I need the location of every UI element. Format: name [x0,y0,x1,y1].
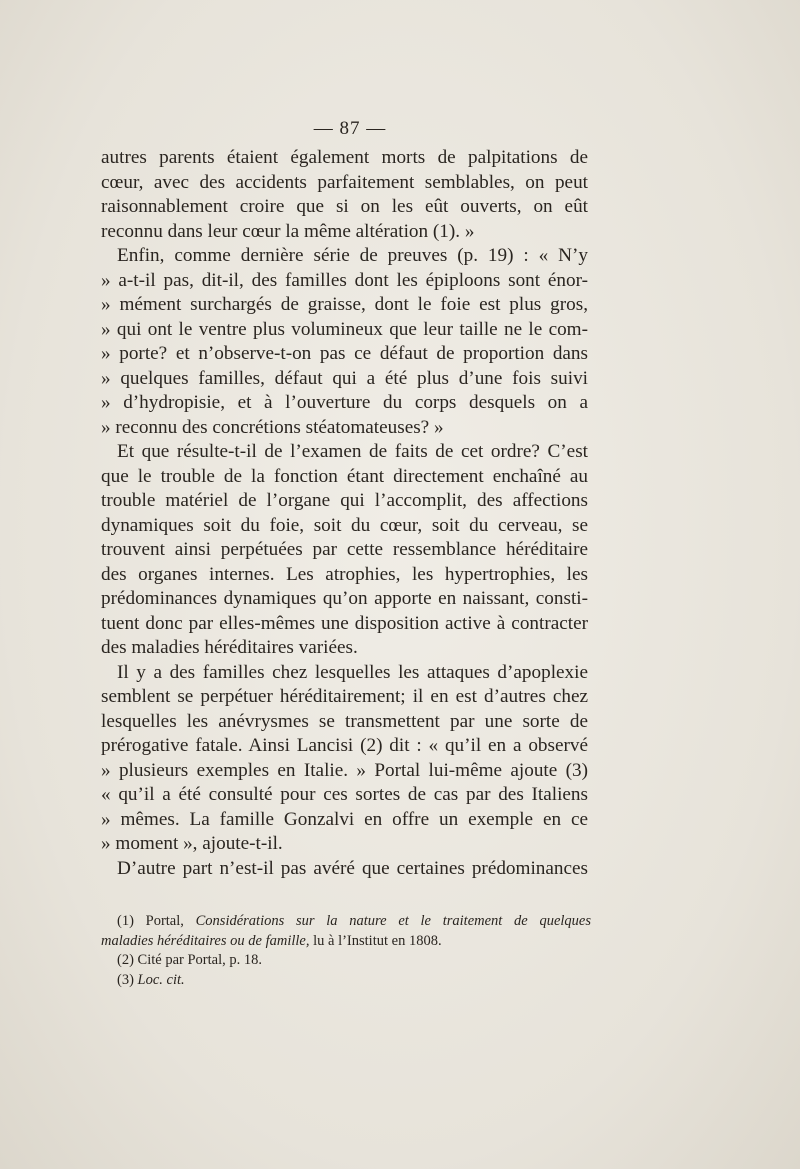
text-line: trouvent ainsi perpétuées par cette ressemblance héréditaire [101,539,588,560]
text-line: que le trouble de la fonction étant directement enchaîné au [101,465,588,487]
text-line: » a-t-il pas, dit-il, des familles dont les épiploons sont énor- [101,269,588,291]
footnote-1-author: (1) Portal, [117,913,196,929]
text-line: trouble matériel de l’organe qui l’accomplit, des affections [101,490,588,511]
footnote-3-number: (3) [117,971,138,988]
footnote-3 [101,971,591,991]
text-line: raisonnablement croire que si on les eût ouverts, on eût [101,196,588,217]
text-line: » d’hydropisie, et à l’ouverture du corps desquels on a [101,392,588,413]
text-line: » plusieurs exemples en Italie. » Portal lui-même ajoute (3) [101,759,588,781]
text-line: semblent se perpétuer héréditairement; il en est d’autres chez [101,686,588,707]
text-line: » quelques familles, défaut qui a été plus d’une fois suivi [101,367,588,389]
text-line: » moment », ajoute-t-il. [101,833,283,854]
text-line: tuent donc par elles-mêmes une disposition active à contracter [101,612,588,634]
text-line: » mément surchargés de graisse, dont le foie est plus gros, [101,294,588,315]
footnote-2: (2) Cité par Portal, p. 18. [117,952,262,968]
text-line: dynamiques soit du foie, soit du cœur, soit du cerveau, se [101,514,588,536]
text-line: des organes internes. Les atrophies, les hypertrophies, les [101,563,588,585]
text-line: lesquelles les anévrysmes se transmettent par une sorte de [101,710,588,732]
footnote-1-line-1 [101,912,591,932]
text-line: reconnu dans leur cœur la même altération (1). » [101,220,475,242]
footnote-1-title-cont: maladies héréditaires ou de famille, [101,932,310,949]
footnote-1-title: Considérations sur la nature et le traitement de quelques [195,913,592,929]
text-line: des maladies héréditaires variées. [101,637,358,658]
text-line: D’autre part n’est-il pas avéré que certaines prédominances [117,857,588,879]
text-line: « qu’il a été consulté pour ces sortes de cas par des Italiens [101,784,588,805]
text-line: » porte? et n’observe-t-on pas ce défaut de proportion dans [101,343,588,364]
page-number: — 87 — [313,118,387,139]
text-line: prérogative fatale. Ainsi Lancisi (2) dit : « qu’il en a observé [101,735,588,756]
footnote-3-ref: Loc. cit. [137,971,185,988]
text-line: » reconnu des concrétions stéatomateuses? » [101,416,444,438]
text-line: » qui ont le ventre plus volumineux que leur taille ne le com- [101,318,588,340]
text-line: Et que résulte-t-il de l’examen de faits de cet ordre? C’est [117,441,588,462]
text-line: autres parents étaient également morts de palpitations de [101,147,588,168]
footnote-1-line-2 [101,932,591,952]
text-line: » mêmes. La famille Gonzalvi en offre un exemple en ce [101,808,588,830]
text-line: Il y a des familles chez lesquelles les attaques d’apoplexie [117,661,588,683]
text-line: prédominances dynamiques qu’on apporte en naissant, consti- [101,588,588,609]
footnote-1-source: lu à l’Institut en 1808. [309,932,442,949]
body-text [101,146,588,881]
footnotes [101,912,591,990]
text-line: Enfin, comme dernière série de preuves (p. 19) : « N’y [117,245,588,266]
text-line: cœur, avec des accidents parfaitement semblables, on peut [101,171,588,193]
